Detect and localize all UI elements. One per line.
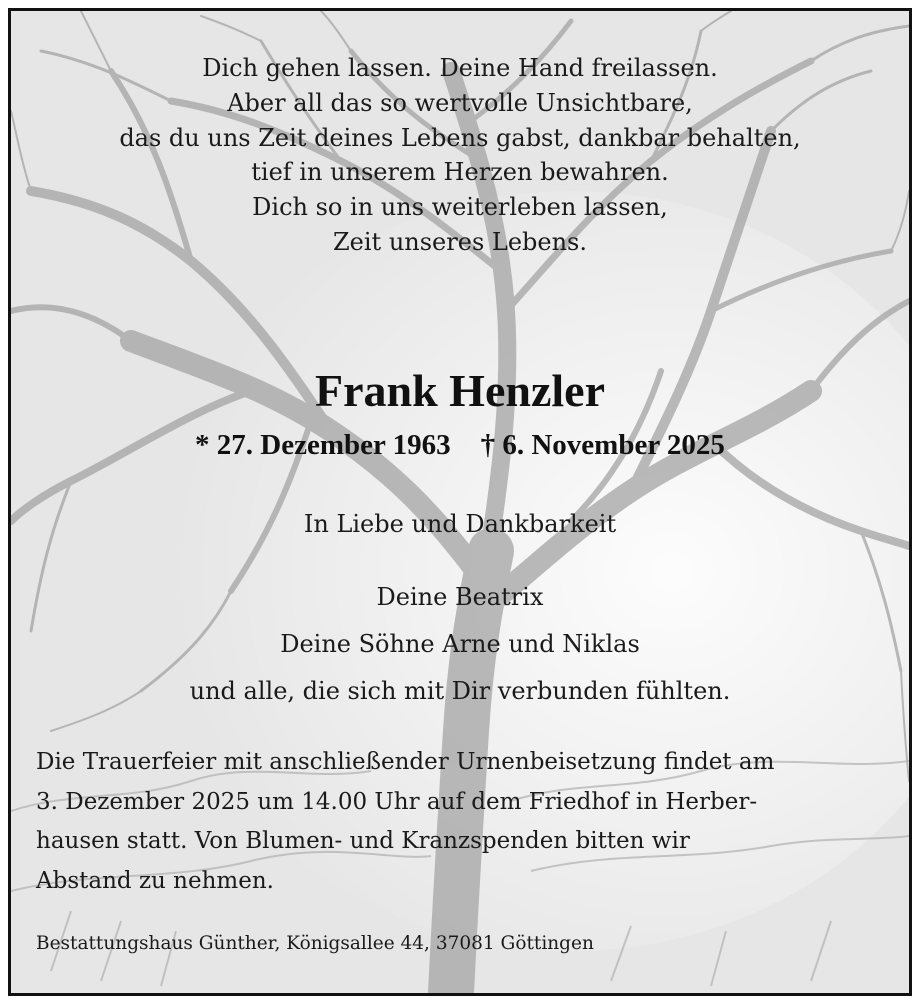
dedication: In Liebe und Dankbarkeit [303, 510, 617, 538]
mourners-list [11, 574, 909, 715]
death-date: † 6. November 2025 [480, 429, 725, 461]
poem-line: Zeit unseres Lebens. [333, 227, 587, 256]
obituary-notice [8, 8, 912, 996]
funeral-home-info: Bestattungshaus Günther, Königsallee 44, 37081 Göttingen [36, 933, 594, 954]
poem-line: Dich gehen lassen. Deine Hand freilassen. [202, 54, 718, 82]
notice-content [11, 11, 909, 993]
ceremony-line: Die Trauerfeier mit anschließender Urnenbeisetzung findet am [36, 749, 775, 775]
mourner-line: Deine Beatrix [376, 583, 544, 611]
deceased-name: Frank Henzler [315, 365, 605, 416]
ceremony-line: Abstand zu nehmen. [36, 867, 274, 894]
birth-date: * 27. Dezember 1963 [195, 429, 451, 461]
poem-line: Dich so in uns weiterleben lassen, [252, 193, 668, 222]
poem-line: tief in unserem Herzen bewahren. [251, 158, 669, 187]
poem-line: das du uns Zeit deines Lebens gabst, dankbar behalten, [119, 123, 801, 152]
ceremony-line: 3. Dezember 2025 um 14.00 Uhr auf dem Friedhof in Herber- [36, 788, 758, 815]
life-dates [11, 425, 909, 465]
ceremony-line: hausen statt. Von Blumen- und Kranzspenden bitten wir [36, 828, 690, 854]
ceremony-info [36, 743, 896, 901]
poem-line: Aber all das so wertvolle Unsichtbare, [227, 88, 693, 117]
mourner-line: und alle, die sich mit Dir verbunden fühlten. [189, 677, 731, 705]
mourner-line: Deine Söhne Arne und Niklas [280, 630, 640, 658]
poem [11, 51, 909, 260]
